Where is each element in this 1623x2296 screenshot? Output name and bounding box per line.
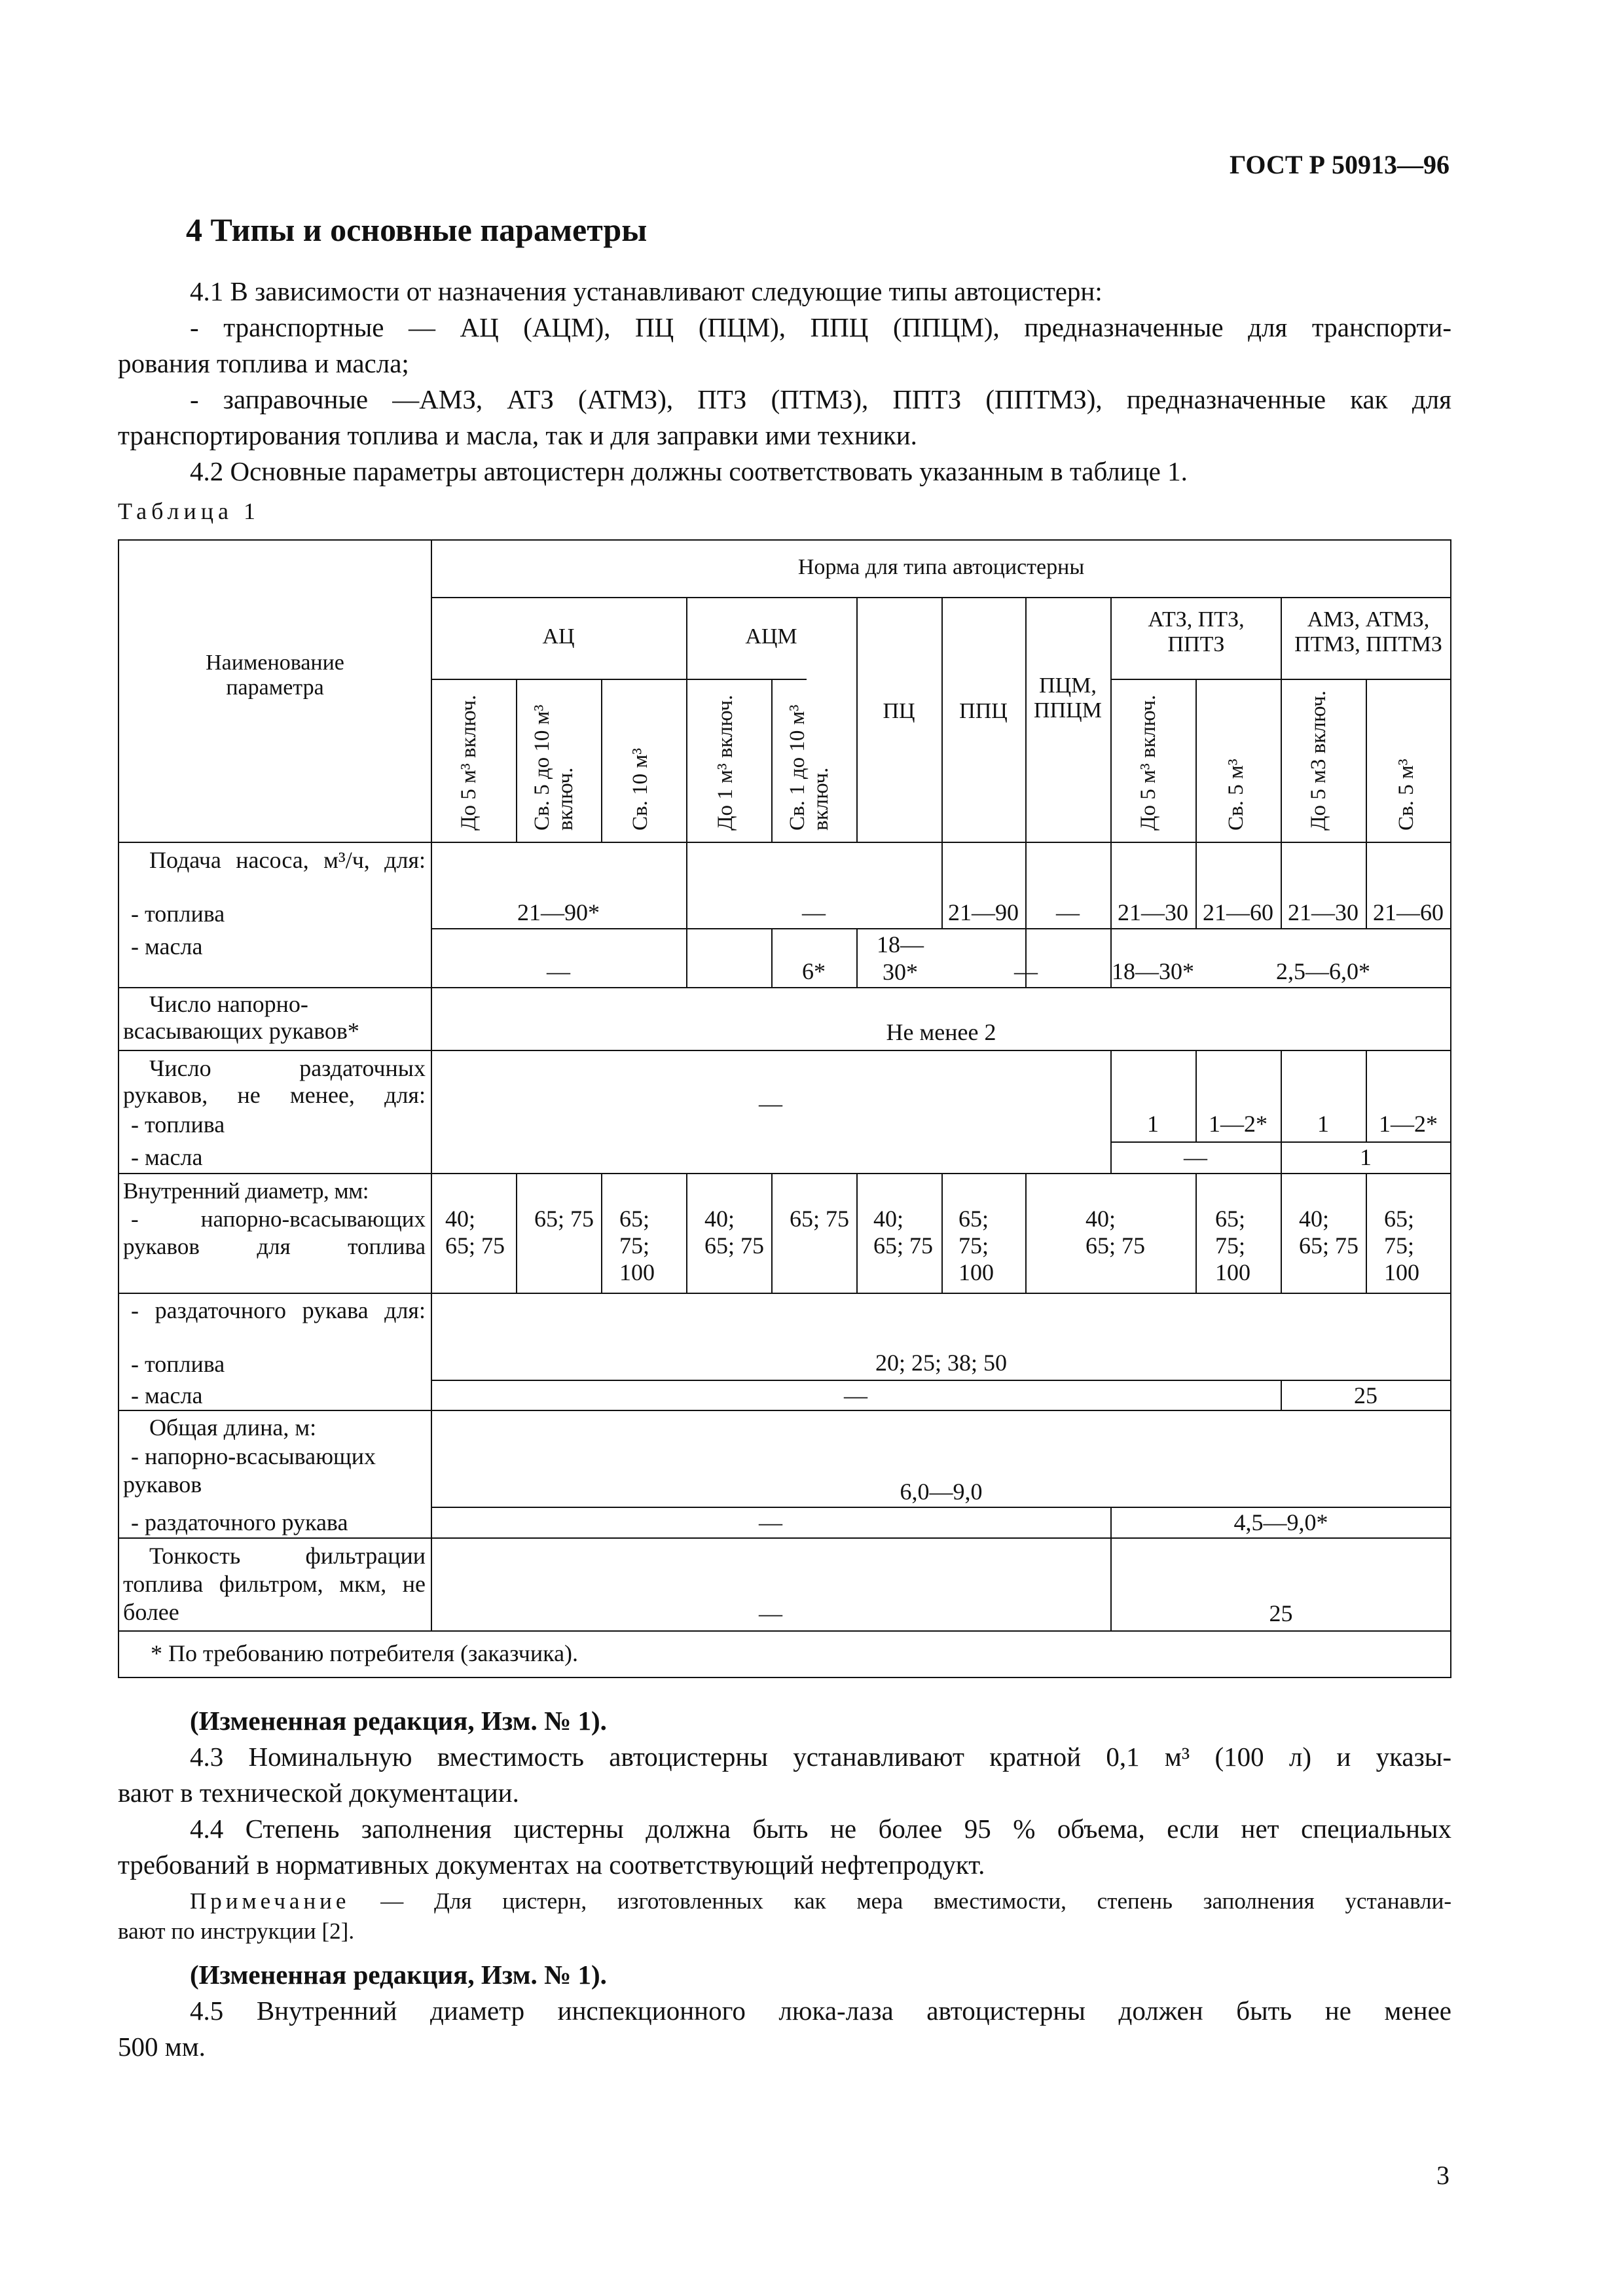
disp-hose-oil-value: — xyxy=(844,1382,867,1408)
disp-hose-fuel-label: - топлива xyxy=(131,1351,225,1377)
diam-val-7: 65; 75; 100 xyxy=(958,1206,994,1285)
note-text: — Для цистерн, изготовленных как мера вместимости, степень заполнения устанавли- xyxy=(350,1888,1451,1914)
p45-line1: 4.5 Внутренний диаметр инспекционного люка-лаза автоцистерны должен быть не менее xyxy=(190,1996,1451,2026)
disp-hose-oil-label: - масла xyxy=(131,1382,203,1408)
diam-sub-label: - напорно-всасывающих рукавов для топлива xyxy=(123,1206,426,1259)
norm-header: Норма для типа автоцистерны xyxy=(797,555,1085,579)
acm-col1-header: До 1 м³ включ. xyxy=(714,694,737,831)
disp-fuel-atz2: 1—2* xyxy=(1209,1111,1267,1137)
p41a-line2: рования топлива и масла; xyxy=(118,348,409,378)
pump-oil-tail: 2,5—6,0* xyxy=(1276,958,1370,984)
filter-right: 25 xyxy=(1269,1600,1293,1626)
disp-label: Число раздаточных рукавов, не менее, для: xyxy=(123,1055,426,1108)
pump-oil-label: - масла xyxy=(131,933,203,960)
disp-oil-amz: 1 xyxy=(1360,1144,1372,1170)
diam-val-5: 65; 75 xyxy=(790,1206,850,1232)
parameters-table xyxy=(118,539,1451,1678)
pump-fuel-atz1: 21—30 xyxy=(1118,899,1188,925)
disp-oil-label: - масла xyxy=(131,1144,203,1170)
pump-oil-ac: — xyxy=(547,958,570,984)
note-line1 xyxy=(118,1886,1451,1916)
p44-line2: требований в нормативных документах на соответствующий нефтепродукт. xyxy=(118,1850,985,1880)
disp-hose-label: - раздаточного рукава для: xyxy=(131,1297,426,1323)
p44-line1: 4.4 Степень заполнения цистерны должна быть не более 95 % объема, если нет специальных xyxy=(190,1814,1451,1844)
length-disp-left: — xyxy=(759,1509,782,1535)
final-text xyxy=(118,1957,1451,2065)
p42-line: 4.2 Основные параметры автоцистерн должны соответствовать указанным в таблице 1. xyxy=(190,456,1188,486)
diam-val-3: 65; 75; 100 xyxy=(619,1206,655,1285)
pcm-header: ПЦМ, ППЦМ xyxy=(1034,673,1102,723)
p41-line: 4.1 В зависимости от назначения устанавливают следующие типы автоцистерн: xyxy=(190,276,1103,306)
amz-header: АМЗ, АТМЗ, ПТМЗ, ППТМЗ xyxy=(1294,607,1442,656)
pump-label: Подача насоса, м³/ч, для: xyxy=(149,847,426,873)
disp-fuel-amz1: 1 xyxy=(1317,1111,1329,1137)
document-code: ГОСТ Р 50913—96 xyxy=(1229,150,1450,179)
after-table-text xyxy=(118,1703,1451,1883)
edit-note-1: (Измененная редакция, Изм. № 1). xyxy=(190,1706,607,1736)
diam-val-8: 40; 65; 75 xyxy=(1085,1206,1146,1259)
edit-note-2: (Измененная редакция, Изм. № 1). xyxy=(190,1960,607,1990)
pump-fuel-label: - топлива xyxy=(131,901,225,927)
filter-label: Тонкость фильтрации топлива фильтром, мкм, не более xyxy=(123,1543,426,1625)
table-caption: Таблица 1 xyxy=(118,498,260,524)
acm-header: АЦМ xyxy=(745,624,797,649)
ac-col1-header: До 5 м³ включ. xyxy=(457,694,481,831)
disp-fuel-label: - топлива xyxy=(131,1111,225,1138)
pump-fuel-pcm: — xyxy=(1056,899,1080,925)
length-value: 6,0—9,0 xyxy=(900,1479,983,1505)
param-name-header: Наименование параметра xyxy=(206,651,344,700)
hoses-value: Не менее 2 xyxy=(886,1019,996,1045)
atz-header: АТЗ, ПТЗ, ППТЗ xyxy=(1148,607,1245,656)
diam-val-4: 40; 65; 75 xyxy=(704,1206,765,1259)
section-title: 4 Типы и основные параметры xyxy=(186,211,647,248)
pump-fuel-atz2: 21—60 xyxy=(1203,899,1273,925)
amz-col1-header: До 5 м3 включ. xyxy=(1307,691,1330,831)
hoses-label: Число напорно-всасывающих рукавов* xyxy=(123,991,359,1044)
disp-fuel-amz2: 1—2* xyxy=(1379,1111,1438,1137)
length-sub-label: - напорно-всасывающих рукавов xyxy=(123,1443,376,1498)
filter-left: — xyxy=(759,1600,782,1626)
p41a-line1: - транспортные — АЦ (АЦМ), ПЦ (ПЦМ), ППЦ (ППЦМ), предназначенные для транспорти- xyxy=(190,312,1451,342)
atz-col2-header: Св. 5 м³ xyxy=(1224,759,1248,831)
ppc-header: ППЦ xyxy=(959,699,1008,723)
pump-fuel-amz2: 21—60 xyxy=(1373,899,1444,925)
disp-hose-fuel-value: 20; 25; 38; 50 xyxy=(875,1350,1007,1376)
note-line2: вают по инструкции [2]. xyxy=(118,1918,355,1944)
disp-oil-atz: — xyxy=(1184,1144,1207,1170)
length-label: Общая длина, м: xyxy=(149,1414,317,1441)
p41b-line1: - заправочные —АМЗ, АТЗ (АТМЗ), ПТЗ (ПТМЗ), ППТЗ (ППТМЗ), предназначенные как для xyxy=(190,384,1451,414)
pump-oil-pcm: 18—30* xyxy=(1112,958,1194,984)
pump-oil-pc: — xyxy=(1014,958,1038,984)
p41b-line2: транспортирования топлива и масла, так и для заправки ими техники. xyxy=(118,420,917,450)
diam-val-6: 40; 65; 75 xyxy=(873,1206,934,1259)
pump-fuel-ac: 21—90* xyxy=(517,899,600,925)
pump-oil-acm2: 18— 30* xyxy=(877,931,924,985)
length-disp-right: 4,5—9,0* xyxy=(1233,1509,1328,1535)
pump-fuel-ppc: 21—90 xyxy=(948,899,1019,925)
disp-hose-oil-amz: 25 xyxy=(1354,1382,1377,1408)
diam-val-2: 65; 75 xyxy=(534,1206,594,1232)
acm-col2-header: Св. 1 до 10 м³ включ. xyxy=(786,704,833,831)
diam-label: Внутренний диаметр, мм: xyxy=(123,1178,369,1204)
p43-line1: 4.3 Номинальную вместимость автоцистерны устанавливают кратной 0,1 м³ (100 л) и указы- xyxy=(190,1742,1451,1772)
diam-val-9: 65; 75; 100 xyxy=(1215,1206,1250,1285)
pump-fuel-amz1: 21—30 xyxy=(1288,899,1359,925)
note-label: Примечание xyxy=(190,1888,350,1914)
ac-col3-header: Св. 10 м³ xyxy=(629,747,652,831)
disp-dash: — xyxy=(759,1090,782,1117)
pump-oil-acm1: 6* xyxy=(802,958,826,984)
paragraph-4-1 xyxy=(118,274,1451,490)
diam-val-11: 65; 75; 100 xyxy=(1384,1206,1419,1285)
p43-line2: вают в технической документации. xyxy=(118,1778,519,1808)
length-disp-label: - раздаточного рукава xyxy=(131,1509,348,1535)
table-footnote: * По требованию потребителя (заказчика). xyxy=(151,1640,579,1666)
page-number: 3 xyxy=(1436,2161,1450,2190)
diam-val-1: 40; 65; 75 xyxy=(445,1206,505,1259)
note-block xyxy=(118,1886,1451,1946)
pump-fuel-acm: — xyxy=(802,899,826,925)
ac-header: АЦ xyxy=(542,624,575,649)
pc-header: ПЦ xyxy=(883,699,915,723)
atz-col1-header: До 5 м³ включ. xyxy=(1137,694,1160,831)
disp-fuel-atz1: 1 xyxy=(1147,1111,1159,1137)
p45-line2: 500 мм. xyxy=(118,2032,206,2062)
ac-col2-header: Св. 5 до 10 м³ включ. xyxy=(530,704,577,831)
diam-val-10: 40; 65; 75 xyxy=(1299,1206,1359,1259)
amz-col2-header: Св. 5 м³ xyxy=(1395,759,1418,831)
